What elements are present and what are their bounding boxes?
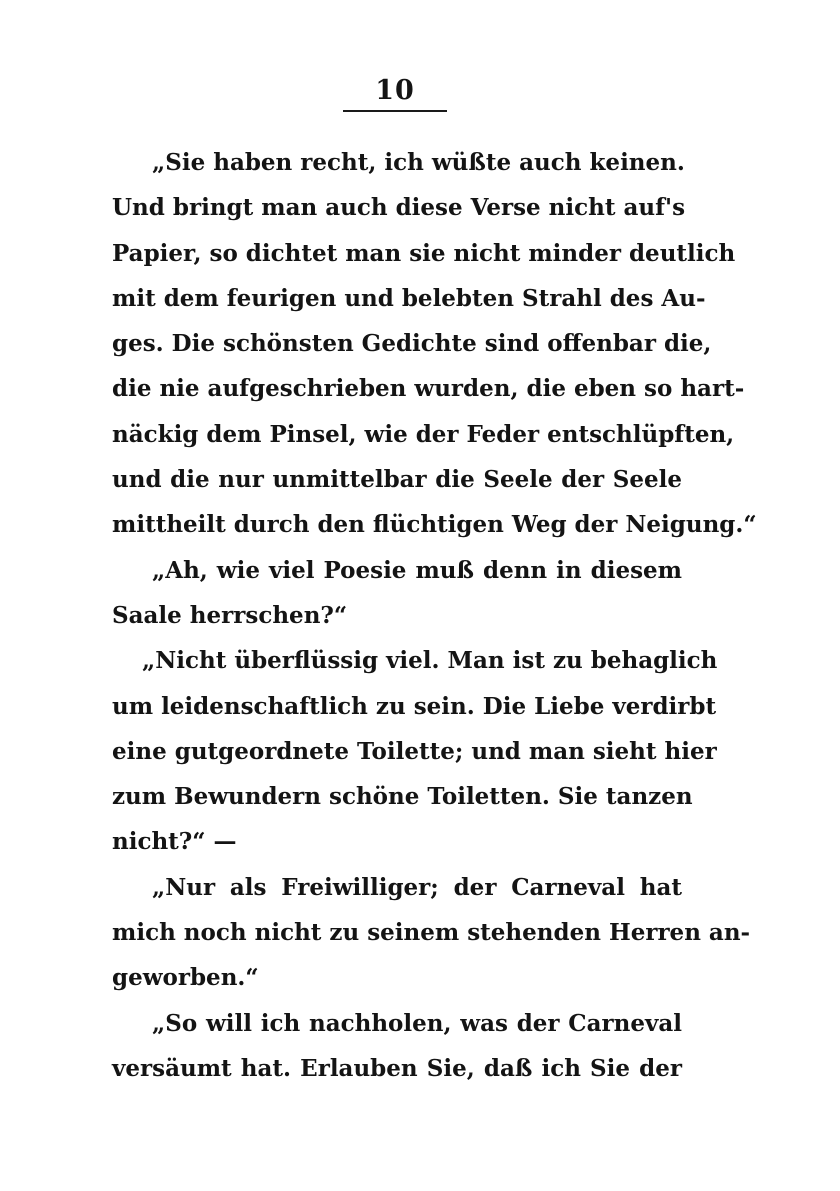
text-line: „So will ich nachholen, was der Carneval [152,1009,682,1037]
text-line: „Ah, wie viel Poesie muß denn in diesem [152,556,682,584]
text-line: versäumt hat. Erlauben Sie, daß ich Sie der [112,1054,682,1082]
text-line: mittheilt durch den flüchtigen Weg der Neigung.“ [112,511,757,539]
text-line: die nie aufgeschrieben wurden, die eben so hart- [112,375,745,403]
text-line: „Nicht überflüssig viel. Man ist zu behaglich [142,647,718,675]
text-line: näckig dem Pinsel, wie der Feder entschlüpften, [112,420,735,448]
text-line: Papier, so dichtet man sie nicht minder deutlich [112,239,736,267]
text-line: ges. Die schönsten Gedichte sind offenbar die, [112,330,712,358]
text-line: nicht?“ — [112,828,237,856]
text-line: mich noch nicht zu seinem stehenden Herren an- [112,919,751,947]
text-line: eine gutgeordnete Toilette; und man sieht hier [112,737,717,765]
text-line: Und bringt man auch diese Verse nicht auf's [112,194,686,222]
text-line: mit dem feurigen und belebten Strahl des Au- [112,284,706,312]
text-line: und die nur unmittelbar die Seele der Seele [112,466,682,494]
text-line: Saale herrschen?“ [112,601,348,629]
text-line: zum Bewundern schöne Toiletten. Sie tanzen [112,783,693,811]
text-line: um leidenschaftlich zu sein. Die Liebe verdirbt [112,692,717,720]
header-rule [343,110,447,112]
text-line: „Nur als Freiwilliger; der Carneval hat [152,873,682,901]
page-number: 10 [375,75,415,106]
text-line: geworben.“ [112,964,259,992]
text-line: „Sie haben recht, ich wüßte auch keinen. [152,149,685,176]
body-text [112,140,757,1091]
